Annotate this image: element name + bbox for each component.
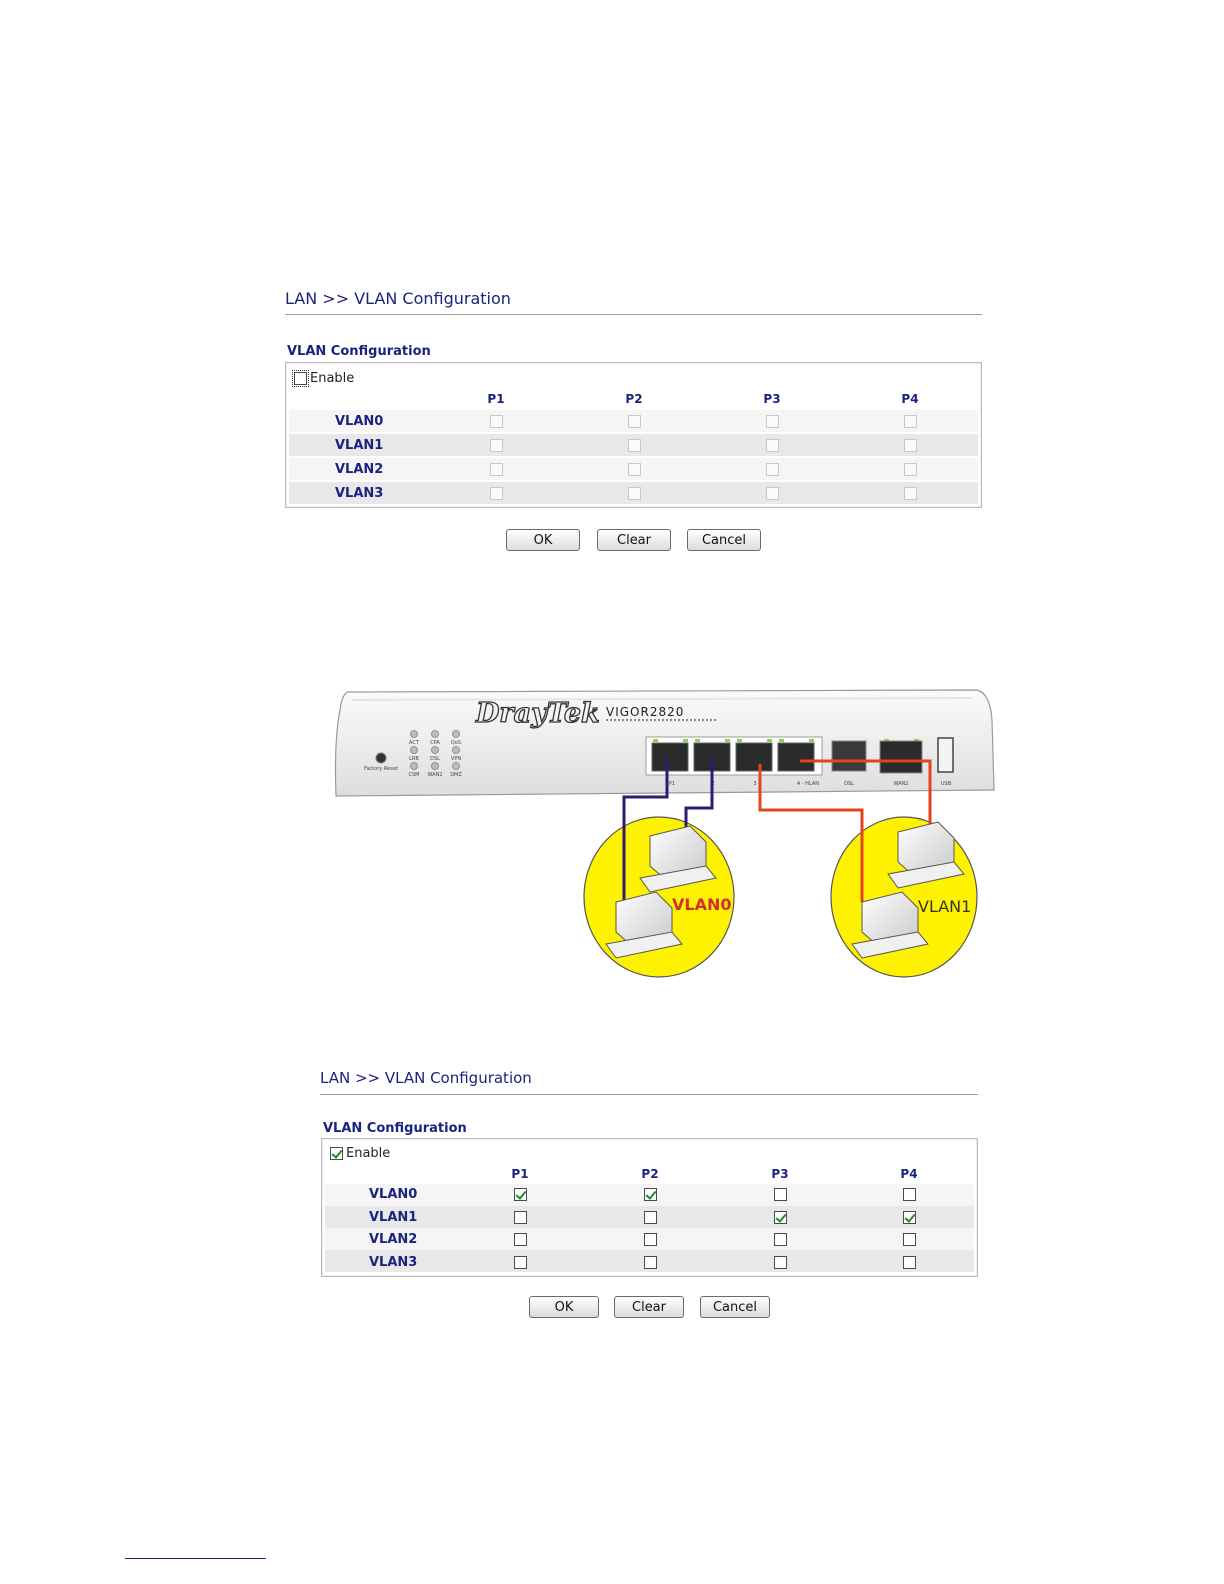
port-header-p2: P2: [625, 392, 643, 406]
led-label: VPN: [450, 756, 462, 762]
router-model: VIGOR2820: [606, 705, 685, 719]
led-label: DMZ: [450, 772, 462, 778]
vlan-name: VLAN1: [335, 438, 384, 453]
led-label: WAN2: [427, 772, 443, 778]
cancel-button[interactable]: Cancel: [687, 529, 761, 551]
vlan1-group-label: VLAN1: [918, 897, 972, 916]
vlan-port-checkbox[interactable]: [903, 1211, 916, 1224]
vlan-port-checkbox[interactable]: [514, 1211, 527, 1224]
port-label: DSL: [844, 781, 854, 787]
vlan-port-checkbox[interactable]: [774, 1211, 787, 1224]
vlan-name: VLAN3: [335, 486, 384, 501]
vlan-port-checkbox[interactable]: [644, 1188, 657, 1201]
vlan-name: VLAN0: [335, 414, 384, 429]
vlan-port-checkbox[interactable]: [774, 1188, 787, 1201]
vlan-port-checkbox[interactable]: [514, 1188, 527, 1201]
port-header-p2: P2: [641, 1167, 659, 1181]
footnote-divider: [125, 1558, 266, 1559]
reset-label: Factory Reset: [364, 766, 398, 772]
ok-button[interactable]: OK: [506, 529, 580, 551]
port-header-p3: P3: [763, 392, 781, 406]
port-header-p3: P3: [771, 1167, 789, 1181]
port-label: 3: [753, 781, 757, 787]
page-title: LAN >> VLAN Configuration: [285, 289, 511, 308]
section-label: VLAN Configuration: [323, 1121, 467, 1136]
port-header-p1: P1: [511, 1167, 529, 1181]
vlan-name: VLAN2: [369, 1232, 418, 1247]
enable-checkbox[interactable]: [330, 1147, 343, 1160]
port-header-p4: P4: [900, 1167, 918, 1181]
led-label: ACT: [409, 740, 419, 746]
vlan-port-checkbox[interactable]: [903, 1233, 916, 1246]
led-label: CPA: [430, 740, 440, 746]
vlan-port-checkbox[interactable]: [514, 1256, 527, 1269]
led-label: LRB: [409, 756, 419, 762]
vlan-port-checkbox[interactable]: [774, 1256, 787, 1269]
port-label: WAN2: [893, 781, 909, 787]
vlan-name: VLAN0: [369, 1187, 418, 1202]
vlan-port-checkbox[interactable]: [644, 1256, 657, 1269]
port-label: P1: [668, 781, 676, 787]
page-title: LAN >> VLAN Configuration: [320, 1069, 532, 1087]
clear-button[interactable]: Clear: [614, 1296, 684, 1318]
title-divider: [320, 1094, 978, 1095]
brand-logo: DrayTek: [476, 698, 600, 729]
vlan-port-checkbox[interactable]: [774, 1233, 787, 1246]
vlan-port-checkbox[interactable]: [903, 1188, 916, 1201]
clear-button[interactable]: Clear: [597, 529, 671, 551]
vlan-port-checkbox[interactable]: [903, 1256, 916, 1269]
led-label: CSM: [408, 772, 420, 778]
port-label: 4 - HLAN: [797, 781, 819, 787]
port-header-p1: P1: [487, 392, 505, 406]
vlan-name: VLAN3: [369, 1255, 418, 1270]
led-label: DSL: [430, 756, 440, 762]
vlan-name: VLAN1: [369, 1210, 418, 1225]
vlan-port-checkbox[interactable]: [644, 1233, 657, 1246]
vlan0-group-label: VLAN0: [672, 895, 732, 914]
port-header-p4: P4: [901, 392, 919, 406]
vlan-name: VLAN2: [335, 462, 384, 477]
led-label: QoS: [450, 740, 462, 746]
wan2-port: [880, 741, 922, 773]
section-label: VLAN Configuration: [287, 344, 431, 359]
port-label: 2: [711, 781, 715, 787]
cancel-button[interactable]: Cancel: [700, 1296, 770, 1318]
port-label: USB: [940, 781, 952, 787]
dsl-port: [832, 741, 866, 771]
usb-port: [938, 738, 953, 772]
ok-button[interactable]: OK: [529, 1296, 599, 1318]
enable-label: Enable: [310, 371, 355, 386]
vlan-port-checkbox[interactable]: [644, 1211, 657, 1224]
vlan-port-checkbox[interactable]: [514, 1233, 527, 1246]
enable-label: Enable: [346, 1146, 391, 1161]
enable-row: [330, 1146, 390, 1161]
